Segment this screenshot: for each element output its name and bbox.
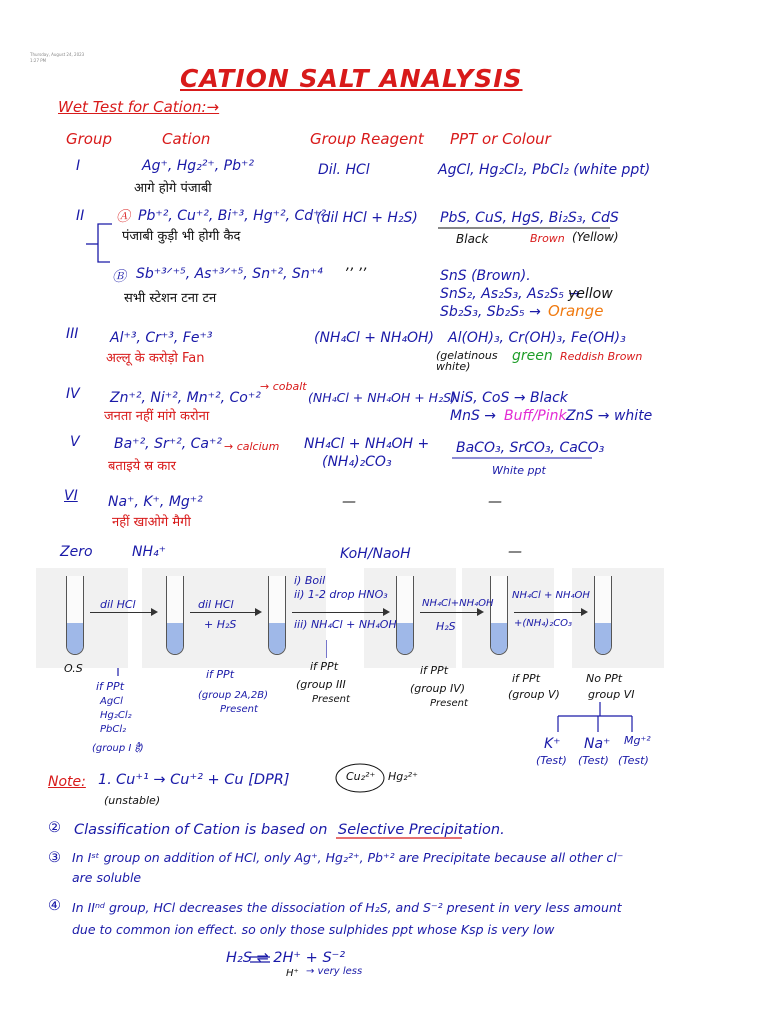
g5-reagent2: (NH₄)₂CO₃: [322, 454, 392, 470]
k-test: (Test): [536, 754, 567, 767]
date-stamp: Thursday, August 24, 2023: [30, 52, 85, 57]
header-reagent: Group Reagent: [310, 130, 424, 148]
test-tube-4: [396, 576, 414, 655]
g1-cation: Ag⁺, Hg₂²⁺, Pb⁺²: [142, 158, 255, 174]
note3-text-a: In Iˢᵗ group on addition of HCl, only Ag⁺, Hg₂²⁺, Pb⁺² are Precipitate because all other cl⁻: [72, 850, 624, 865]
g2a-label: Ⓐ: [116, 209, 130, 225]
test-tube-2: [166, 576, 184, 655]
r4b: (group IV): [410, 682, 466, 695]
g1-group: I: [76, 158, 81, 174]
r2: if PPt: [206, 668, 235, 681]
g2b-ppt2-color: yellow: [568, 286, 613, 302]
g2a-reagent: (dil HCl + H₂S): [316, 210, 418, 226]
g4-group: IV: [66, 386, 80, 402]
r2c: Present: [220, 704, 258, 715]
g5-reagent: NH₄Cl + NH₄OH +: [304, 436, 430, 452]
arrow5-label-b: +(NH₄)₂CO₃: [514, 618, 573, 629]
g2b-reagent: ’’ ’’: [344, 266, 367, 282]
k-ion: K⁺: [544, 736, 561, 752]
arrow-1: [90, 612, 156, 613]
header-cation: Cation: [162, 130, 211, 148]
os-label: O.S: [64, 662, 83, 675]
header-ppt: PPT or Colour: [450, 130, 551, 148]
note4-eq-b: → very less: [306, 966, 363, 977]
g4-cation-note: → cobalt: [260, 380, 307, 393]
g3-reagent: (NH₄Cl + NH₄OH): [314, 330, 434, 346]
g2a-ppt-yellow: (Yellow): [572, 230, 619, 244]
g2a-cation: Pb⁺², Cu⁺², Bi⁺³, Hg⁺², Cd⁺²: [138, 208, 327, 224]
g2a-ppt-black: Black: [456, 232, 489, 246]
note4-text-b: due to common ion effect. so only those sulphides ppt whose Ksp is very low: [72, 922, 555, 937]
g3-group: III: [66, 326, 79, 342]
g4-ppt2c: ZnS → white: [566, 408, 653, 424]
arrow3-label-a: i) Boil: [294, 574, 326, 587]
note3-text-b: are soluble: [72, 870, 142, 885]
g2b-cation: Sb⁺³ᐟ⁺⁵, As⁺³ᐟ⁺⁵, Sn⁺², Sn⁺⁴: [136, 266, 323, 282]
g2a-ppt-brown: Brown: [530, 232, 565, 245]
g0-group: Zero: [60, 544, 93, 560]
r5b: (group V): [508, 688, 560, 701]
g4-ppt2a: MnS →: [450, 408, 497, 424]
mg-ion: Mg⁺²: [624, 734, 651, 747]
g1-hindi: आगे होगे पंजाबी: [134, 181, 212, 196]
r3c: Present: [312, 694, 350, 705]
note-label: Note:: [48, 774, 86, 790]
arrow-4: [420, 612, 482, 613]
page-title: CATION SALT ANALYSIS: [180, 64, 523, 93]
note1-box2: Hg₂²⁺: [388, 770, 418, 783]
r1b: AgCl: [100, 696, 123, 707]
g2b-ppt1: SnS (Brown).: [440, 268, 531, 284]
g1-ppt: AgCl, Hg₂Cl₂, PbCl₂ (white ppt): [438, 162, 651, 178]
na-ion: Na⁺: [584, 736, 611, 752]
arrow5-label-a: NH₄Cl + NH₄OH: [512, 590, 590, 601]
na-test: (Test): [578, 754, 609, 767]
g4-ppt1: NiS, CoS → Black: [450, 390, 568, 406]
g2b-hindi: सभी स्टेशन टना टन: [124, 291, 217, 306]
g4-hindi: जनता नहीं मांगे करोना: [104, 409, 210, 424]
r4: if PPt: [420, 664, 449, 677]
g6-cation: Na⁺, K⁺, Mg⁺²: [108, 494, 203, 510]
g5-ppt2: White ppt: [492, 464, 546, 477]
arrow-3: [292, 612, 388, 613]
note1-sub: (unstable): [104, 794, 161, 807]
note2-num: ②: [48, 820, 61, 836]
note2-text-a: Classification of Cation is based on: [74, 822, 328, 838]
note2-text-b: Selective Precipitation.: [338, 822, 505, 838]
g2b-ppt2: SnS₂, As₂S₃, As₂S₅ →: [440, 286, 581, 302]
g5-cation: Ba⁺², Sr⁺², Ca⁺²: [114, 436, 222, 452]
r3b: (group III: [296, 678, 346, 691]
g6-group: VI: [64, 488, 78, 504]
g2b-ppt3-color: Orange: [548, 302, 604, 320]
r2b: (group 2A,2B): [198, 690, 269, 701]
note4-text-a: In IIⁿᵈ group, HCl decreases the dissociation of H₂S, and S⁻² present in very less amount: [72, 900, 622, 915]
g3-hindi: अल्लू के करोड़ो Fan: [106, 351, 205, 366]
test-tube-5: [490, 576, 508, 655]
r4c: Present: [430, 698, 468, 709]
g6-ppt: —: [488, 494, 502, 510]
r1e: (group I है): [92, 743, 144, 754]
arrow2-label-b: + H₂S: [204, 618, 237, 631]
g2b-ppt3: Sb₂S₃, Sb₂S₅ →: [440, 304, 541, 320]
arrow4-label-b: H₂S: [436, 620, 456, 633]
test-tube-6: [594, 576, 612, 655]
note4-eq: H₂S ⇌ 2H⁺ + S⁻²: [226, 950, 346, 966]
g0-reagent: KoH/NaoH: [340, 546, 411, 562]
g3-ppt-green: green: [512, 348, 553, 364]
header-group: Group: [66, 130, 112, 148]
g3-ppt-gel: (gelatinous white): [436, 349, 498, 373]
note1-text: Cu⁺¹ → Cu⁺² + Cu [DPR]: [116, 772, 290, 788]
g6-reagent: —: [342, 494, 356, 510]
arrow2-label-a: dil HCl: [198, 598, 234, 611]
g6-hindi: नहीं खाओगे मैगी: [112, 515, 191, 530]
r6: No PPt: [586, 672, 623, 685]
arrow3-label-c: iii) NH₄Cl + NH₄OH: [294, 618, 397, 631]
note1-box1: Cu₂²⁺: [346, 770, 376, 783]
g3-ppt: Al(OH)₃, Cr(OH)₃, Fe(OH)₃: [448, 330, 626, 346]
r5: if PPt: [512, 672, 541, 685]
g4-ppt2b: Buff/Pink: [504, 408, 567, 424]
g5-group: V: [70, 434, 80, 450]
g5-cation-note: → calcium: [224, 440, 280, 453]
test-tube-1: [66, 576, 84, 655]
r1d: PbCl₂: [100, 724, 127, 735]
mg-test: (Test): [618, 754, 649, 767]
time-stamp: 1:27 PM: [30, 58, 47, 63]
g0-ppt: —: [508, 544, 522, 560]
arrow4-label-a: NH₄Cl+NH₄OH: [422, 598, 494, 609]
g2-group: II: [76, 208, 85, 224]
subtitle: Wet Test for Cation:→: [58, 98, 220, 116]
arrow-2: [190, 612, 260, 613]
r1: if PPt: [96, 680, 125, 693]
note3-num: ③: [48, 850, 61, 866]
g4-reagent: (NH₄Cl + NH₄OH + H₂S): [308, 390, 456, 405]
arrow-5: [514, 612, 586, 613]
arrow3-label-b: ii) 1-2 drop HNO₃: [294, 588, 388, 601]
note4-eq-a: H⁺: [286, 968, 299, 979]
g5-ppt: BaCO₃, SrCO₃, CaCO₃: [456, 440, 605, 456]
note4-num: ④: [48, 898, 61, 914]
g0-cation: NH₄⁺: [132, 544, 167, 560]
g3-cation: Al⁺³, Cr⁺³, Fe⁺³: [110, 330, 213, 346]
test-tube-flow: [0, 568, 768, 668]
arrow1-label: dil HCl: [100, 598, 136, 611]
g4-cation: Zn⁺², Ni⁺², Mn⁺², Co⁺²: [110, 390, 261, 406]
g5-hindi: बताइये स्र कार: [108, 459, 176, 474]
tube-panel-6: [572, 568, 664, 668]
r3: if PPt: [310, 660, 339, 673]
g2b-label: Ⓑ: [112, 269, 126, 285]
r6b: group VI: [588, 688, 635, 701]
g2a-hindi: पंजाबी कुड़ी भी होगी कैद: [122, 229, 241, 244]
g1-reagent: Dil. HCl: [318, 162, 370, 178]
g3-ppt-red: Reddish Brown: [560, 350, 643, 363]
note1-num: 1.: [98, 772, 112, 788]
test-tube-3: [268, 576, 286, 655]
r1c: Hg₂Cl₂: [100, 710, 132, 721]
g2a-ppt: PbS, CuS, HgS, Bi₂S₃, CdS: [440, 210, 619, 226]
